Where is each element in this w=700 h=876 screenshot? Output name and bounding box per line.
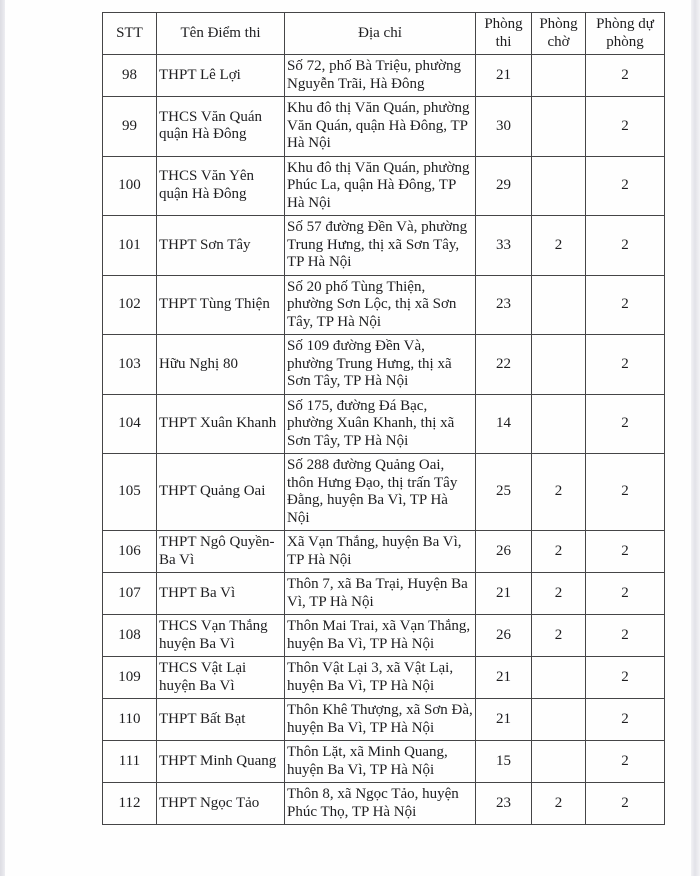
site-name-cell: THPT Minh Quang (157, 741, 285, 783)
exam-rooms-cell: 15 (476, 741, 532, 783)
header-dia-chi: Địa chỉ (285, 13, 476, 55)
table-row (103, 657, 665, 699)
site-name-cell: THPT Xuân Khanh (157, 394, 285, 454)
exam-rooms-cell: 23 (476, 783, 532, 825)
backup-rooms-cell: 2 (586, 275, 665, 335)
site-name-cell: THPT Lê Lợi (157, 55, 285, 97)
backup-rooms-cell: 2 (586, 216, 665, 276)
waiting-rooms-cell: 2 (532, 615, 586, 657)
table-row (103, 573, 665, 615)
table-row (103, 55, 665, 97)
header-phong-thi: Phòng thi (476, 13, 532, 55)
exam-rooms-cell: 21 (476, 55, 532, 97)
waiting-rooms-cell (532, 156, 586, 216)
stt-cell: 101 (103, 216, 157, 276)
table-row (103, 454, 665, 531)
page-left-edge-shadow (0, 0, 5, 876)
waiting-rooms-cell (532, 97, 586, 157)
address-cell: Số 20 phố Tùng Thiện, phường Sơn Lộc, thị xã Sơn Tây, TP Hà Nội (285, 275, 476, 335)
address-cell: Thôn 7, xã Ba Trại, Huyện Ba Vì, TP Hà Nội (285, 573, 476, 615)
header-ten-diem-thi: Tên Điểm thi (157, 13, 285, 55)
header-phong-cho: Phòng chờ (532, 13, 586, 55)
exam-rooms-cell: 21 (476, 657, 532, 699)
stt-cell: 100 (103, 156, 157, 216)
table-body (103, 55, 665, 825)
table-row (103, 783, 665, 825)
exam-rooms-cell: 33 (476, 216, 532, 276)
waiting-rooms-cell (532, 335, 586, 395)
waiting-rooms-cell (532, 657, 586, 699)
address-cell: Thôn Vật Lại 3, xã Vật Lại, huyện Ba Vì, TP Hà Nội (285, 657, 476, 699)
table-row (103, 335, 665, 395)
exam-rooms-cell: 29 (476, 156, 532, 216)
table-header-row (103, 13, 665, 55)
waiting-rooms-cell (532, 394, 586, 454)
backup-rooms-cell: 2 (586, 335, 665, 395)
exam-rooms-cell: 14 (476, 394, 532, 454)
table-row (103, 216, 665, 276)
stt-cell: 98 (103, 55, 157, 97)
table-row (103, 156, 665, 216)
table-row (103, 394, 665, 454)
stt-cell: 108 (103, 615, 157, 657)
table-row (103, 97, 665, 157)
stt-cell: 111 (103, 741, 157, 783)
stt-cell: 110 (103, 699, 157, 741)
stt-cell: 104 (103, 394, 157, 454)
address-cell: Số 109 đường Đền Và, phường Trung Hưng, thị xã Sơn Tây, TP Hà Nội (285, 335, 476, 395)
address-cell: Thôn 8, xã Ngọc Tảo, huyện Phúc Thọ, TP Hà Nội (285, 783, 476, 825)
table-row (103, 275, 665, 335)
site-name-cell: THPT Tùng Thiện (157, 275, 285, 335)
waiting-rooms-cell: 2 (532, 216, 586, 276)
address-cell: Khu đô thị Văn Quán, phường Phúc La, quận Hà Đông, TP Hà Nội (285, 156, 476, 216)
site-name-cell: THCS Vật Lại huyện Ba Vì (157, 657, 285, 699)
waiting-rooms-cell (532, 741, 586, 783)
site-name-cell: Hữu Nghị 80 (157, 335, 285, 395)
header-stt: STT (103, 13, 157, 55)
waiting-rooms-cell (532, 699, 586, 741)
exam-rooms-cell: 26 (476, 531, 532, 573)
exam-rooms-cell: 23 (476, 275, 532, 335)
site-name-cell: THPT Ba Vì (157, 573, 285, 615)
site-name-cell: THPT Ngô Quyền-Ba Vì (157, 531, 285, 573)
site-name-cell: THCS Văn Yên quận Hà Đông (157, 156, 285, 216)
backup-rooms-cell: 2 (586, 55, 665, 97)
backup-rooms-cell: 2 (586, 394, 665, 454)
waiting-rooms-cell: 2 (532, 531, 586, 573)
stt-cell: 105 (103, 454, 157, 531)
exam-rooms-cell: 30 (476, 97, 532, 157)
stt-cell: 103 (103, 335, 157, 395)
site-name-cell: THPT Sơn Tây (157, 216, 285, 276)
site-name-cell: THPT Bất Bạt (157, 699, 285, 741)
site-name-cell: THCS Vạn Thắng huyện Ba Vì (157, 615, 285, 657)
backup-rooms-cell: 2 (586, 97, 665, 157)
stt-cell: 106 (103, 531, 157, 573)
site-name-cell: THPT Ngọc Tảo (157, 783, 285, 825)
site-name-cell: THPT Quảng Oai (157, 454, 285, 531)
table-row (103, 615, 665, 657)
stt-cell: 102 (103, 275, 157, 335)
backup-rooms-cell: 2 (586, 573, 665, 615)
table-row (103, 531, 665, 573)
site-name-cell: THCS Văn Quán quận Hà Đông (157, 97, 285, 157)
stt-cell: 99 (103, 97, 157, 157)
table-row (103, 699, 665, 741)
backup-rooms-cell: 2 (586, 657, 665, 699)
stt-cell: 107 (103, 573, 157, 615)
page-right-edge-shadow (691, 0, 700, 876)
address-cell: Thôn Lặt, xã Minh Quang, huyện Ba Vì, TP Hà Nội (285, 741, 476, 783)
stt-cell: 109 (103, 657, 157, 699)
address-cell: Xã Vạn Thắng, huyện Ba Vì, TP Hà Nội (285, 531, 476, 573)
exam-sites-table (102, 12, 665, 825)
table-row (103, 741, 665, 783)
backup-rooms-cell: 2 (586, 454, 665, 531)
address-cell: Thôn Mai Trai, xã Vạn Thắng, huyện Ba Vì, TP Hà Nội (285, 615, 476, 657)
backup-rooms-cell: 2 (586, 531, 665, 573)
exam-rooms-cell: 26 (476, 615, 532, 657)
waiting-rooms-cell: 2 (532, 783, 586, 825)
address-cell: Khu đô thị Văn Quán, phường Văn Quán, quận Hà Đông, TP Hà Nội (285, 97, 476, 157)
backup-rooms-cell: 2 (586, 699, 665, 741)
exam-rooms-cell: 21 (476, 699, 532, 741)
exam-rooms-cell: 22 (476, 335, 532, 395)
address-cell: Số 288 đường Quảng Oai, thôn Hưng Đạo, thị trấn Tây Đằng, huyện Ba Vì, TP Hà Nội (285, 454, 476, 531)
waiting-rooms-cell: 2 (532, 573, 586, 615)
waiting-rooms-cell: 2 (532, 454, 586, 531)
exam-rooms-cell: 21 (476, 573, 532, 615)
waiting-rooms-cell (532, 55, 586, 97)
backup-rooms-cell: 2 (586, 156, 665, 216)
waiting-rooms-cell (532, 275, 586, 335)
address-cell: Số 175, đường Đá Bạc, phường Xuân Khanh, thị xã Sơn Tây, TP Hà Nội (285, 394, 476, 454)
address-cell: Số 72, phố Bà Triệu, phường Nguyễn Trãi, Hà Đông (285, 55, 476, 97)
backup-rooms-cell: 2 (586, 741, 665, 783)
address-cell: Số 57 đường Đền Và, phường Trung Hưng, thị xã Sơn Tây, TP Hà Nội (285, 216, 476, 276)
header-phong-du-phong: Phòng dự phòng (586, 13, 665, 55)
exam-rooms-cell: 25 (476, 454, 532, 531)
backup-rooms-cell: 2 (586, 615, 665, 657)
stt-cell: 112 (103, 783, 157, 825)
address-cell: Thôn Khê Thượng, xã Sơn Đà, huyện Ba Vì, TP Hà Nội (285, 699, 476, 741)
backup-rooms-cell: 2 (586, 783, 665, 825)
